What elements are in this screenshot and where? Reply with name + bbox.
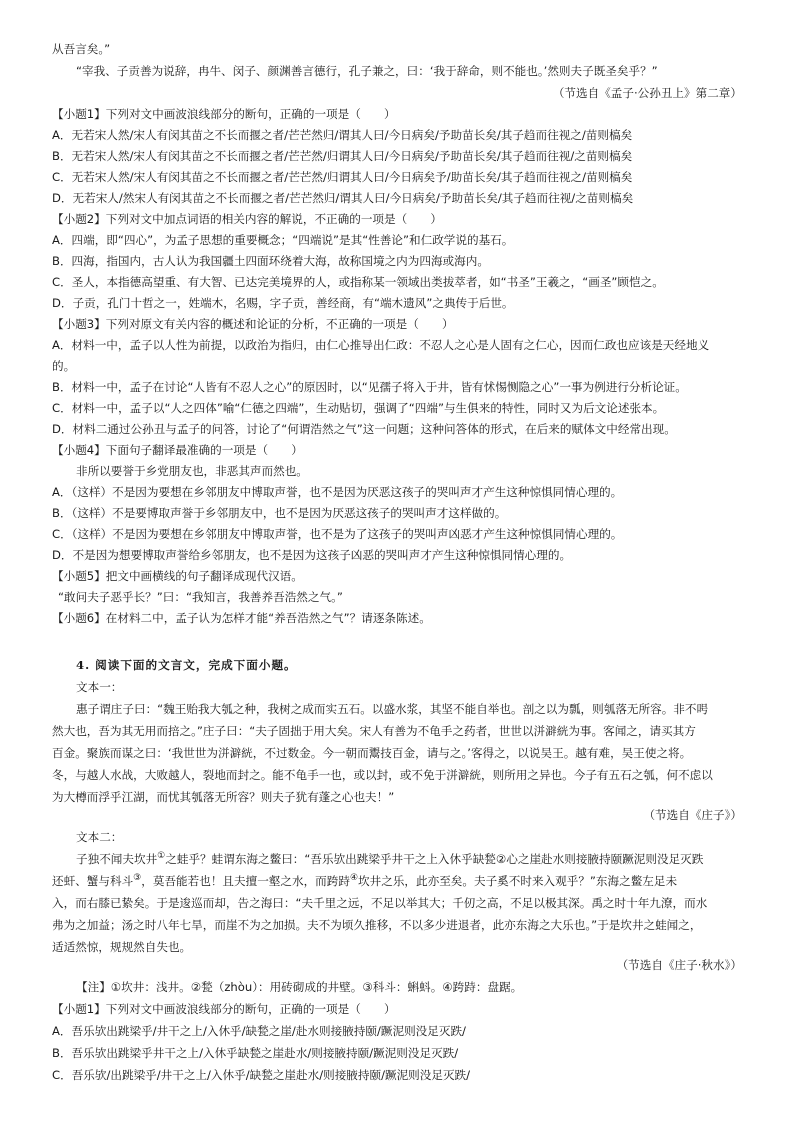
question-option[interactable]: C．无若宋人然/宋人有闵其苗之不长而揠之者/芒芒然/归谓其人曰/今日病矣予/助苗长矣/其子趋而往视之/苗则槁矣 [52,170,633,184]
question-option[interactable]: C．吾乐欤/出跳梁乎/井干之上/入休乎/缺甃之崖赴水/则接腋持颐/蹶泥则没足灭跌/ [52,1068,471,1082]
question-option-continued: 的。 [52,359,76,373]
question-stem: 【小题3】下列对原文有关内容的概述和论证的分析，不正确的一项是（ ） [52,317,454,331]
question-option[interactable]: A．四端，即“四心”，为孟子思想的重要概念；“四端说”是其“性善论”和仁政学说的基石。 [52,233,514,247]
footnote-marker: ① [157,851,166,862]
passage-line: 冬，与越人水战，大败越人，裂地而封之。能不龟手一也，或以封，或不免于洴澼絖，则所用之异也。今子有五石之瓠，何不虑以 [52,768,713,782]
question-option[interactable]: B．材料一中，孟子在讨论“人皆有不忍人之心”的原因时，以“见孺子将入于井，皆有怵惕恻隐之心”一事为例进行分析论证。 [52,380,687,394]
passage-line: “宰我、子贡善为说辞，冉牛、闵子、颜渊善言德行，孔子兼之，曰：‘我于辞命，则不能也。’然则夫子既圣矣乎？” [76,64,658,78]
passage-source: （节选自《孟子·公孙丑上》第二章） [552,86,742,100]
question-option[interactable]: A．无若宋人然/宋人有闵其苗之不长而揠之者/芒芒然归/谓其人曰/今日病矣/予助苗长矣/其子趋而往视之/苗则槁矣 [52,128,633,142]
question-stem: 【小题4】下面句子翻译最准确的一项是（ ） [52,443,303,457]
passage-line: 子独不闻夫坎井①之蛙乎？蛙谓东海之鳖曰：“吾乐欤出跳梁乎井干之上入休乎缺甃②心之崖赴水则接腋持颐蹶泥则没足灭跌 [76,851,704,866]
question-quote: 非所以要誉于乡党朋友也，非恶其声而然也。 [76,464,308,478]
question-option[interactable]: D．无若宋人/然宋人有闵其苗之不长而揠之者/芒芒然归/谓其人曰/今日病矣/予助苗长矣/其子趋而往视/之苗则槁矣 [52,191,634,205]
question-option[interactable]: A．（这样）不是因为要想在乡邻朋友中博取声誉，也不是因为厌恶这孩子的哭叫声才产生这种惊惧同情心理的。 [52,485,623,499]
question-option[interactable]: C．材料一中，孟子以“人之四体”喻“仁德之四端”，生动贴切，强调了“四端”与生俱来的特性，同时又为后文论述张本。 [52,401,665,415]
passage-line: 然大也，吾为其无用而掊之。”庄子曰：“夫子固拙于用大矣。宋人有善为不龟手之药者，世世以洴澼絖为事。客闻之，请买其方 [52,724,696,738]
question-option[interactable]: C．（这样）不是因为要想在乡邻朋友中博取声誉，也不是为了这孩子的哭叫声凶恶才产生这种惊惧同情心理的。 [52,527,623,541]
passage-line: 惠子谓庄子曰：“魏王贻我大瓠之种，我树之成而实五石。以盛水浆，其坚不能自举也。剖之以为瓢，则瓠落无所容。非不呺 [76,702,709,716]
question-option[interactable]: D．材料二通过公孙丑与孟子的问答，讨论了“何谓浩然之气”这一问题；这种问答体的形式，在后来的赋体文中经常出现。 [52,422,676,436]
question-option[interactable]: B．（这样）不是要博取声誉于乡邻朋友中，也不是因为厌恶这孩子的哭叫声才这样做的。 [52,506,507,520]
question-option[interactable]: D．子贡，孔门十哲之一，姓端木，名赐，字子贡，善经商，有“端木遗风”之典传于后世。 [52,296,514,310]
passage-line: 百金。聚族而谋之曰：‘我世世为洴澼絖，不过数金。今一朝而鬻技百金，请与之。’客得之，以说吴王。越有难，吴王使之将。 [52,746,692,760]
question-option[interactable]: C．圣人，本指德高望重、有大智、已达完美境界的人，或指称某一领域出类拔萃者，如“书圣”王羲之，“画圣”顾恺之。 [52,275,664,289]
footnote: 【注】①坎井：浅井。②甃（zhòu）：用砖砌成的井壁。③科斗：蝌蚪。④跨跱：盘踞。 [76,980,523,994]
footnote-marker: ③ [133,873,142,884]
passage-line: 为大樽而浮乎江湖，而忧其瓠落无所容？则夫子犹有蓬之心也夫！” [52,790,395,804]
question-stem: 【小题2】下列对文中加点词语的相关内容的解说，不正确的一项是（ ） [52,212,442,226]
text-label: 文本一： [76,680,123,694]
question-stem: 【小题1】下列对文中画波浪线部分的断句，正确的一项是（ ） [52,1002,396,1016]
passage-line: 弗为之加益；汤之时八年七旱，而崖不为之加损。夫不为顷久推移，不以多少进退者，此亦东海之大乐也。”于是坎井之蛙闻之， [52,918,702,932]
section-heading: 4. 阅读下面的文言文，完成下面小题。 [76,658,297,672]
question-option[interactable]: D．不是因为想要博取声誉给乡邻朋友，也不是因为这孩子凶恶的哭叫声才产生这种惊惧同情心理的。 [52,548,572,562]
question-option[interactable]: B．四海，指国内，古人认为我国疆土四面环绕着大海，故称国境之内为四海或海内。 [52,254,489,268]
passage-source: （节选自《庄子》） [643,808,742,822]
question-option[interactable]: A．材料一中，孟子以人性为前提，以政治为指归，由仁心推导出仁政：不忍人之心是人固有之仁心，因而仁政也应该是天经地义 [52,338,710,352]
footnote-marker: ④ [349,873,359,884]
question-stem: 【小题1】下列对文中画波浪线部分的断句，正确的一项是（ ） [52,107,396,121]
question-option[interactable]: A．吾乐欤出跳梁乎/井干之上/入休乎/缺甃之崖/赴水则接腋持颐/蹶泥则没足灭跌/ [52,1024,466,1038]
passage-line: 入，而右膝已絷矣。于是逡巡而却，告之海曰：“夫千里之远，不足以举其大；千仞之高，不足以极其深。禹之时十年九潦，而水 [52,896,708,910]
passage-line: 还虷、蟹与科斗③，莫吾能若也！且夫擅一壑之水，而跨跱④坎井之乐，此亦至矣。夫子奚不时来入观乎？”东海之鳖左足未 [52,873,678,888]
passage-line: 适适然惊，规规然自失也。 [52,940,192,954]
question-option[interactable]: B．吾乐欤出跳梁乎井干之上/入休乎缺甃之崖赴水/则接腋持颐/蹶泥则没足灭跌/ [52,1046,459,1060]
passage-source: （节选自《庄子·秋水》） [616,958,742,972]
question-stem: 【小题6】在材料二中，孟子认为怎样才能“养吾浩然之气”？请逐条陈述。 [52,611,431,625]
question-option[interactable]: B．无若宋人然/宋人有闵其苗之不长而揠之者/芒芒然/归谓其人曰/今日病矣/予助苗长矣/其子趋而往视/之苗则槁矣 [52,149,633,163]
text-label: 文本二： [76,830,123,844]
passage-line: 从吾言矣。” [52,42,111,56]
question-stem: 【小题5】把文中画横线的句子翻译成现代汉语。 [52,569,303,583]
question-quote: “敢问夫子恶乎长？”曰：“我知言，我善养吾浩然之气。” [58,590,343,604]
